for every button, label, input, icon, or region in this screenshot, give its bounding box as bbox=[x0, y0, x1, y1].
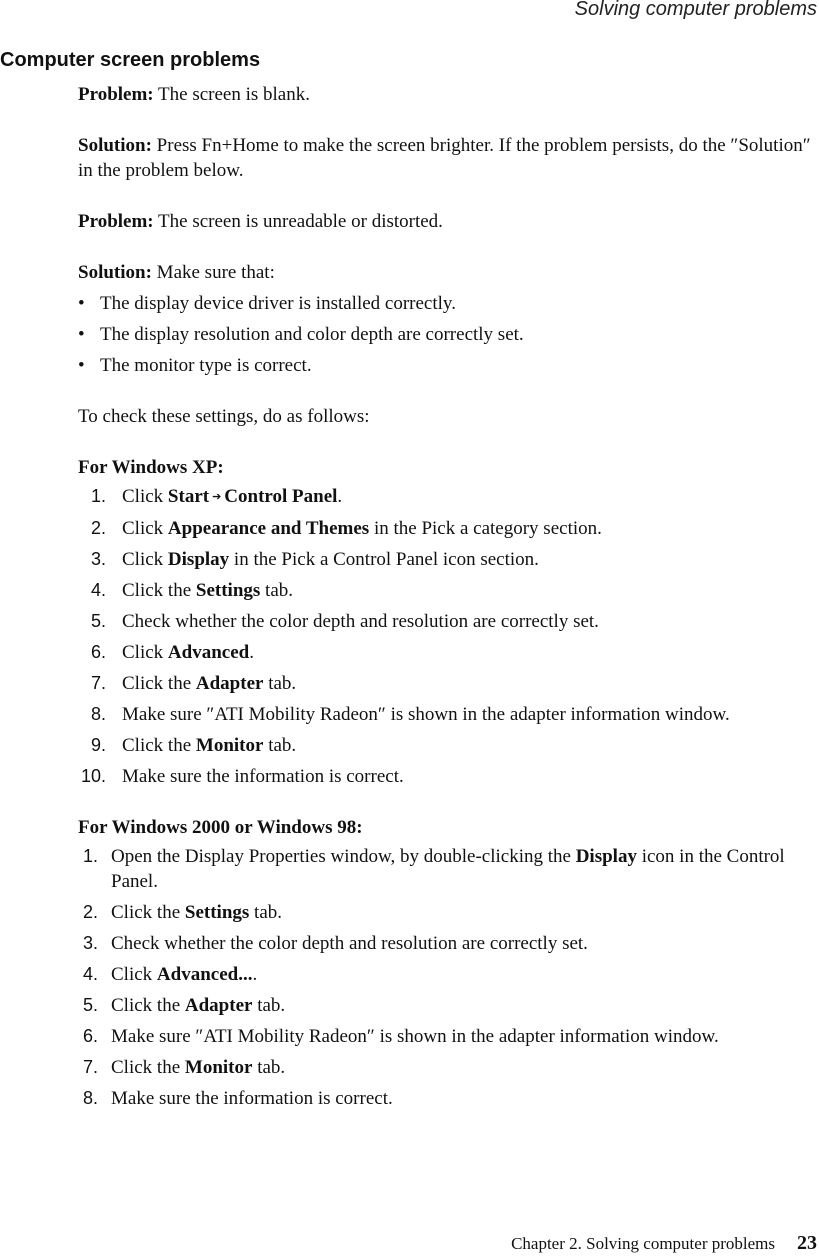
list-item: 5. Click the Adapter tab. bbox=[82, 995, 286, 1016]
xp-heading: For Windows XP: bbox=[78, 457, 224, 478]
bullet-item: • The display resolution and color depth are correctly set. bbox=[78, 324, 524, 345]
list-item: 4. Click the Settings tab. bbox=[90, 580, 294, 601]
solution-brightness bbox=[78, 133, 816, 183]
solution-text: Press Fn+Home to make the screen brighter. If the problem persists, do the ″Solution″ in the problem below. bbox=[78, 135, 811, 181]
w2k-steps-list bbox=[78, 844, 816, 1111]
solution-bullet-list bbox=[78, 291, 816, 378]
solution-make-sure bbox=[78, 260, 816, 285]
list-item: 2. Click Appearance and Themes in the Pick a category section. bbox=[90, 518, 602, 539]
running-header: Solving computer problems bbox=[574, 0, 817, 20]
problem-text: The screen is unreadable or distorted. bbox=[153, 211, 443, 232]
list-item: 6. Click Advanced. bbox=[90, 642, 254, 663]
list-item: 5. Check whether the color depth and resolution are correctly set. bbox=[90, 611, 599, 632]
bullet-item: • The display device driver is installed correctly. bbox=[78, 293, 456, 314]
check-intro: To check these settings, do as follows: bbox=[78, 406, 370, 427]
problem-text: The screen is blank. bbox=[153, 84, 310, 105]
list-item: 1. Open the Display Properties window, by double-clicking the Display icon in the Control Panel. bbox=[82, 846, 785, 892]
list-item: 10. Make sure the information is correct. bbox=[80, 766, 404, 787]
list-item: 7. Click the Adapter tab. bbox=[90, 673, 297, 694]
problem-label: Problem: bbox=[78, 84, 154, 105]
list-item: 3. Click Display in the Pick a Control Panel icon section. bbox=[90, 549, 539, 570]
section-title: Computer screen problems bbox=[0, 49, 261, 71]
document-body bbox=[78, 82, 816, 1137]
solution-label: Solution: bbox=[78, 135, 152, 156]
list-item: 4. Click Advanced.... bbox=[82, 964, 258, 985]
page-footer bbox=[511, 1232, 817, 1255]
list-item: 3. Check whether the color depth and resolution are correctly set. bbox=[82, 933, 588, 954]
problem-blank bbox=[78, 82, 816, 107]
problem-distorted bbox=[78, 209, 816, 234]
list-item: 9. Click the Monitor tab. bbox=[90, 735, 297, 756]
arrow-icon: ➔ bbox=[212, 491, 222, 503]
list-item: 6. Make sure ″ATI Mobility Radeon″ is shown in the adapter information window. bbox=[82, 1026, 719, 1047]
xp-steps-list bbox=[78, 484, 816, 789]
page-number: 23 bbox=[797, 1232, 817, 1254]
footer-chapter: Chapter 2. Solving computer problems bbox=[511, 1234, 775, 1253]
bullet-item: • The monitor type is correct. bbox=[78, 355, 312, 376]
list-item: 8. Make sure ″ATI Mobility Radeon″ is shown in the adapter information window. bbox=[90, 704, 730, 725]
problem-label: Problem: bbox=[78, 211, 154, 232]
w2k-heading: For Windows 2000 or Windows 98: bbox=[78, 817, 363, 838]
list-item: 1. Click Start ➔ Control Panel. bbox=[90, 486, 343, 507]
list-item: 7. Click the Monitor tab. bbox=[82, 1057, 286, 1078]
list-item: 2. Click the Settings tab. bbox=[82, 902, 283, 923]
solution-label: Solution: bbox=[78, 262, 152, 283]
list-item: 8. Make sure the information is correct. bbox=[82, 1088, 393, 1109]
solution-text: Make sure that: bbox=[151, 262, 275, 283]
